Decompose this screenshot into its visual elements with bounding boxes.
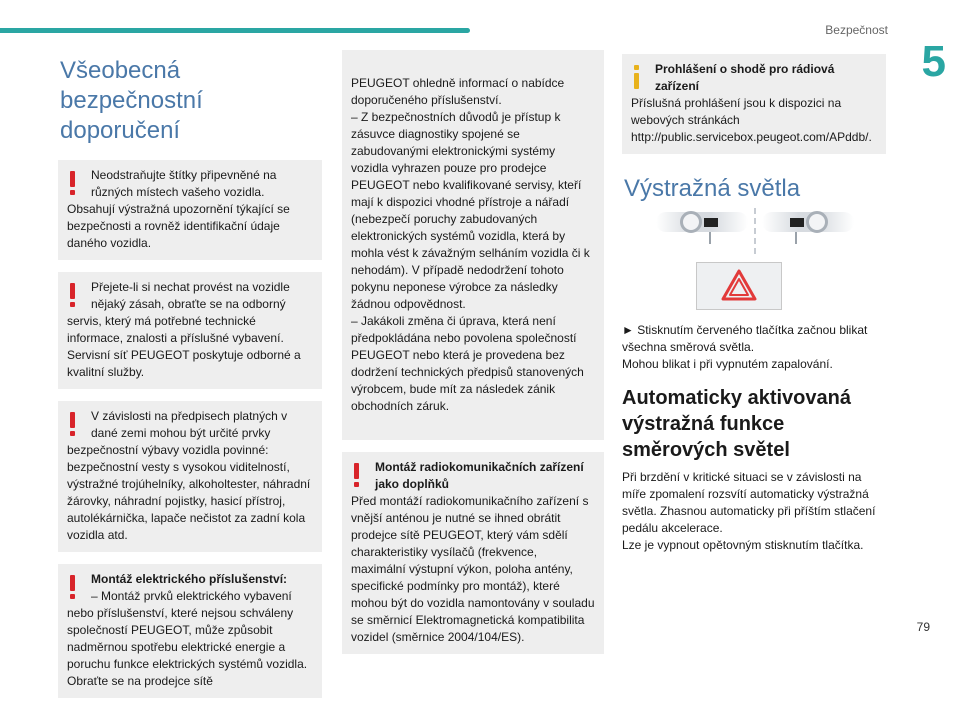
hazard-button (696, 262, 782, 310)
warning-box-radio (342, 452, 604, 654)
auto-hazard-text: Při brzdění v kritické situaci se v závislosti na míře zpomalení rozsvítí automaticky výstražná světla. Zhasnou automaticky při příštím stlačení pedálu akcelerace. (622, 470, 876, 535)
general-safety-title: Všeobecná bezpečnostní doporučení (60, 57, 203, 144)
page-number: 79 (916, 620, 930, 634)
warning-exclamation-icon (70, 171, 76, 197)
info-text: Příslušná prohlášení jsou k dispozici na webových stránkách http://public.servicebox.peugeot.com/APddb/. (631, 96, 872, 144)
hazard-switch-icon (790, 218, 804, 227)
steering-wheel-icon (806, 211, 828, 233)
hazard-instruction: ► Stisknutím červeného tlačítka začnou blikat všechna směrová světla. (622, 323, 868, 354)
warning-lead: V závislosti na předpisech platných v dané zemi mohou být určité prvky (91, 409, 288, 440)
divider (754, 208, 756, 254)
warning-box-electrical (58, 564, 322, 698)
left-column (58, 50, 322, 710)
auto-hazard-off-text: Lze je vypnout opětovným stisknutím tlačítka. (622, 538, 864, 552)
warning-text: nebo příslušenství, které nejsou schváleny společností PEUGEOT, může způsobit nadměrnou spotřebu elektrické energie a poruchu funkce elektrických systémů vozidla. Obraťte se na prodejce sítě (67, 606, 308, 688)
chapter-number: 5 (921, 37, 946, 86)
warning-lead-title: Montáž elektrického příslušenství: (91, 572, 288, 586)
warning-text: bezpečnostní výbavy vozidla povinné: bezpečnostní vesty s vysokou viditelností, výstražné trojúhelníky, alkoholtester, náhradní žárovky, náhradní pojistky, hasicí přístroj, autolékárnička, lapače nečistot za zadní kola vozidla atd. (67, 443, 311, 542)
warning-box-labels (58, 160, 322, 260)
hazard-illustration (622, 212, 886, 312)
warning-exclamation-icon (354, 463, 360, 489)
auto-hazard-heading: Automaticky aktivovaná výstražná funkce směrových světel (622, 387, 851, 461)
steering-wheel-icon (680, 211, 702, 233)
warning-lead: – Montáž prvků elektrického vybavení (91, 589, 292, 603)
hazard-triangle-icon (697, 263, 781, 309)
info-icon (634, 65, 640, 91)
hazard-switch-icon (704, 218, 718, 227)
section-title: Bezpečnost (825, 23, 888, 37)
warning-lead: Přejete-li si nechat provést na vozidle nějaký zásah, obraťte se na odborný (91, 280, 290, 311)
warning-text: Obsahují výstražná upozornění týkající se bezpečnosti a rovněž identifikační údaje daného vozidla. (67, 202, 290, 250)
warning-box-service (58, 272, 322, 389)
top-accent-bar (0, 28, 470, 33)
arrow-down-icon (795, 232, 797, 244)
arrow-down-icon (709, 232, 711, 244)
warning-exclamation-icon (70, 412, 76, 438)
info-title: Prohlášení o shodě pro rádiová zařízení (655, 62, 835, 93)
middle-column (342, 50, 604, 666)
warning-box-equipment (58, 401, 322, 552)
radio-warning-text: Před montáží radiokomunikačního zařízení s vnější anténou je nutné se ihned obrátit prodejce sítě PEUGEOT, který vám sdělí charakteristiky vysílačů (frekvence, maximální výstupní výkon, poloha antény, specifické podmínky pro montáž), které mohou být do vozidla namontovány v souladu se směrnicí Elektromagnetická kompatibilita vozidel (směrnice 2004/104/ES). (351, 494, 595, 644)
left-stalk-panel (656, 212, 748, 232)
warning-exclamation-icon (70, 575, 76, 601)
hazard-lights-title: Výstražná světla (624, 175, 801, 202)
right-column (622, 50, 886, 554)
continued-warning-text: PEUGEOT ohledně informací o nabídce doporučeného příslušenství. – Z bezpečnostních důvodů je přístup k zásuvce diagnostiky spojené se zabudovanými elektronickými systémy vozidla vyhrazen pouze pro prodejce PEUGEOT nebo kvalifikované servisy, kteří mají k dispozici vhodné přístroje a nářadí (nebezpečí poruchy zabudovaných elektronických systémů vozidla, která by mohla vést k závažným selháním vozidla či k nehodám). V případě nedodržení tohoto pokynu neponese výrobce za následky žádnou odpovědnost. – Jakákoli změna či úprava, která není předpokládána nebo povolena společností PEUGEOT nebo která je provedena bez dodržení technických předpisů stanovených výrobcem, bude mít za následek zánik obchodních záruk. (351, 76, 590, 413)
warning-text: servis, který má potřebné technické informace, znalosti a příslušné vybavení. Servisní síť PEUGEOT poskytuje odborné a kvalitní služby. (67, 314, 301, 379)
radio-warning-title: Montáž radiokomunikačních zařízení jako doplňků (375, 460, 584, 491)
continued-warning-box (342, 50, 604, 440)
warning-lead: Neodstraňujte štítky připevněné na různých místech vašeho vozidla. (91, 168, 277, 199)
hazard-note: Mohou blikat i při vypnutém zapalování. (622, 357, 833, 371)
warning-exclamation-icon (70, 283, 76, 309)
info-box-radio-conformity (622, 54, 886, 154)
